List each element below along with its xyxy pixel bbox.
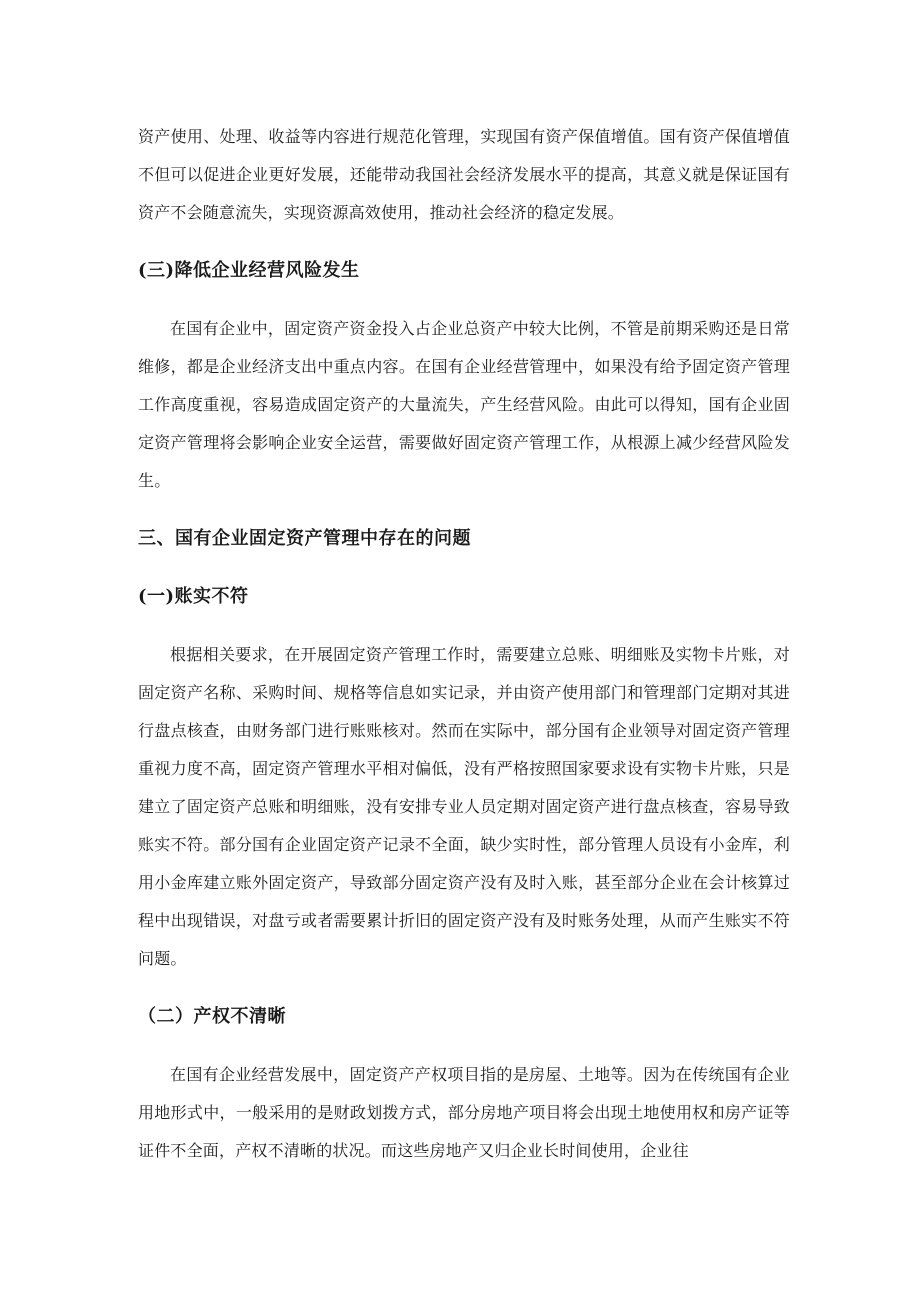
paragraph-account-mismatch: 根据相关要求，在开展固定资产管理工作时，需要建立总账、明细账及实物卡片账，对固定资产名称、采购时间、规格等信息如实记录，并由资产使用部门和管理部门定期对其进行盘点核查，由财务部门进行账账核对。然而在实际中，部分国有企业领导对固定资产管理重视力度不高，固定资产管理水平相对偏低，没有严格按照国家要求设有实物卡片账，只是建立了固定资产总账和明细账，没有安排专业人员定期对固定资产进行盘点核查，容易导致账实不符。部分国有企业固定资产记录不全面，缺少实时性，部分管理人员设有小金库，利用小金库建立账外固定资产，导致部分固定资产没有及时入账，甚至部分企业在会计核算过程中出现错误，对盘亏或者需要累计折旧的固定资产没有及时账务处理，从而产生账实不符问题。 (138, 645, 790, 968)
document-page (138, 118, 790, 1170)
heading-account-mismatch: (一)账实不符 (138, 586, 249, 607)
heading-section-three: 三、国有企业固定资产管理中存在的问题 (138, 528, 471, 549)
paragraph-reduce-risk: 在国有企业中，固定资产资金投入占企业总资产中较大比例，不管是前期采购还是日常维修，都是企业经济支出中重点内容。在国有企业经营管理中，如果没有给予固定资产管理工作高度重视，容易造成固定资产的大量流失，产生经营风险。由此可以得知，国有企业固定资产管理将会影响企业安全运营，需要做好固定资产管理工作，从根源上减少经营风险发生。 (138, 319, 790, 490)
paragraph-asset-value: 资产使用、处理、收益等内容进行规范化管理，实现国有资产保值增值。国有资产保值增值不但可以促进企业更好发展，还能带动我国社会经济发展水平的提高，其意义就是保证国有资产不会随意流失，实现资源高效使用，推动社会经济的稳定发展。 (138, 127, 790, 222)
heading-unclear-property: （二）产权不清晰 (138, 1006, 286, 1027)
paragraph-unclear-property: 在国有企业经营发展中，固定资产产权项目指的是房屋、土地等。因为在传统国有企业用地形式中，一般采用的是财政划拨方式，部分房地产项目将会出现土地使用权和房产证等证件不全面，产权不清晰的状况。而这些房地产又归企业长时间使用，企业往 (138, 1065, 790, 1160)
heading-reduce-risk: (三)降低企业经营风险发生 (138, 260, 360, 281)
